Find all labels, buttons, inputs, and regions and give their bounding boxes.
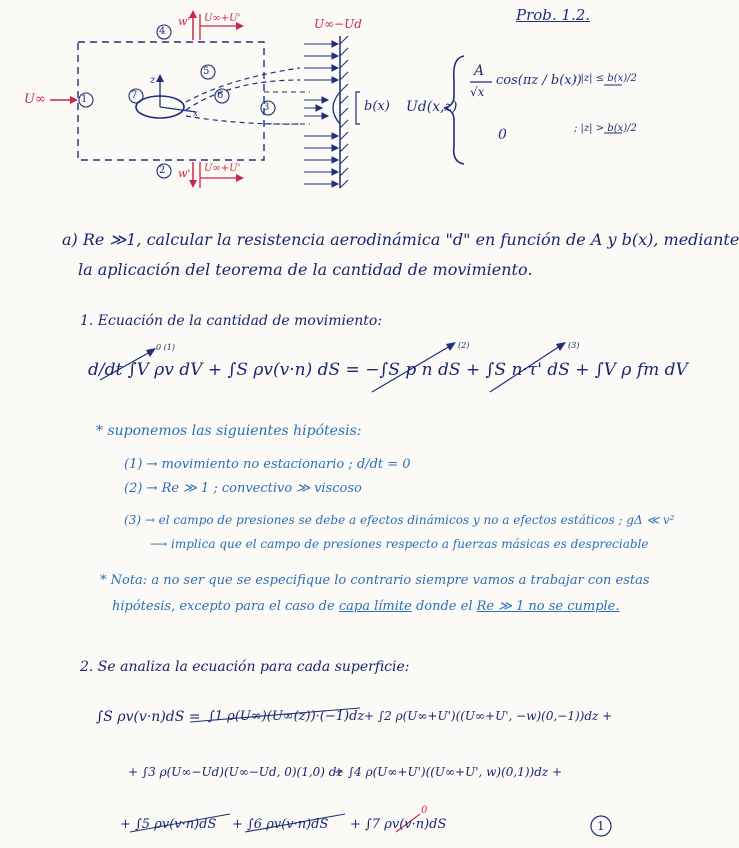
zero-mark: 0	[421, 805, 428, 816]
case2-condition: ; |z| > b(x)/2	[574, 123, 637, 134]
note-line-1: * Nota: a no ser que se especifique lo contrario siempre vamos a trabajar con estas	[100, 573, 650, 588]
hypothesis-1: (1) → movimiento no estacionario ; d/dt = 0	[124, 457, 411, 472]
note-text-a: hipótesis, excepto para el caso de	[112, 599, 335, 614]
hypothesis-3: (3) → el campo de presiones se debe a efectos dinámicos y no a efectos estáticos ; gΔ ≪ v²	[124, 513, 675, 527]
surface-4-label: 4	[159, 26, 166, 37]
surface-6-label: 6	[217, 90, 224, 101]
surface-3-label: 3	[263, 102, 270, 113]
problem-label: Prob. 1.2.	[516, 6, 591, 24]
surface-2-label: 2	[159, 165, 166, 176]
page-number: 1	[597, 819, 605, 833]
note-re-condition: Re ≫ 1 no se cumple.	[476, 599, 620, 614]
cosine-term: cos(πz / b(x))	[496, 73, 582, 88]
hypothesis-3-implication: ⟶ implica que el campo de presiones respecto a fuerzas másicas es despreciable	[150, 537, 649, 551]
eq2-term-1: + ∫3 ρ(U∞−Ud)(U∞−Ud, 0)(1,0) dz	[128, 765, 343, 779]
section2-title: 2. Se analiza la ecuación para cada superficie:	[80, 659, 410, 675]
bottom-u-label: U∞+U'	[204, 163, 241, 174]
statement-line-1: a) Re ≫1, calcular la resistencia aerodinámica "d" en función de A y b(x), mediante	[62, 230, 739, 249]
eq3-term-3: + ∫7 ρv(v·n)dS	[350, 817, 447, 832]
z-axis-label: z	[150, 75, 156, 86]
x-axis-label: x	[193, 109, 199, 119]
eq3-term-1: + ∫5 ρv(v·n)dS	[120, 817, 217, 832]
hypotheses-title: * suponemos las siguientes hipótesis:	[96, 423, 362, 439]
wake-velocity-label: U∞−Ud	[314, 17, 362, 31]
eq2-term-2: + ∫4 ρ(U∞+U')((U∞+U', w)(0,1))dz +	[334, 765, 563, 779]
fraction-denominator: √x	[470, 85, 485, 99]
inflow-label: U∞	[24, 92, 46, 107]
bottom-w-label: w'	[178, 167, 191, 180]
mark-3: (3)	[568, 341, 580, 350]
eq3-term-2: + ∫6 ρv(v·n)dS	[232, 817, 329, 832]
note-line-2	[112, 600, 620, 613]
fraction-numerator: A	[474, 63, 485, 79]
eq1-term-1: ∫1 ρ(U∞)(U∞(z))·(−1)dz	[208, 709, 365, 724]
case2-value: 0	[498, 127, 507, 143]
eq1-lhs: ∫S ρv(v·n)dS =	[96, 709, 201, 725]
wake-width-label: b(x)	[364, 99, 390, 114]
momentum-equation: d/dt ∫V ρv dV + ∫S ρv(v·n) dS = −∫S p n dS + ∫S n·τ' dS + ∫V ρ fm dV	[88, 360, 688, 380]
case1-condition: ; |z| ≤ b(x)/2	[574, 73, 637, 84]
note-text-c: donde el	[415, 599, 473, 614]
hypothesis-2: (2) → Re ≫ 1 ; convectivo ≫ viscoso	[124, 481, 362, 496]
surface-1-label: 1	[81, 94, 88, 105]
note-boundary-layer: capa límite	[338, 599, 412, 614]
statement-line-2: la aplicación del teorema de la cantidad de movimiento.	[78, 260, 533, 279]
section1-title: 1. Ecuación de la cantidad de movimiento:	[80, 313, 383, 329]
mark-1: 0 (1)	[156, 343, 175, 352]
ud-label: Ud(x,z)	[406, 99, 458, 115]
mark-2: (2)	[458, 341, 470, 350]
surface-7-label: 7	[131, 90, 138, 101]
surface-5-label: 5	[203, 66, 210, 77]
top-u-label: U∞+U'	[204, 13, 241, 24]
eq1-term-2: + ∫2 ρ(U∞+U')((U∞+U', −w)(0,−1))dz +	[364, 709, 613, 723]
top-w-label: w'	[178, 15, 191, 28]
